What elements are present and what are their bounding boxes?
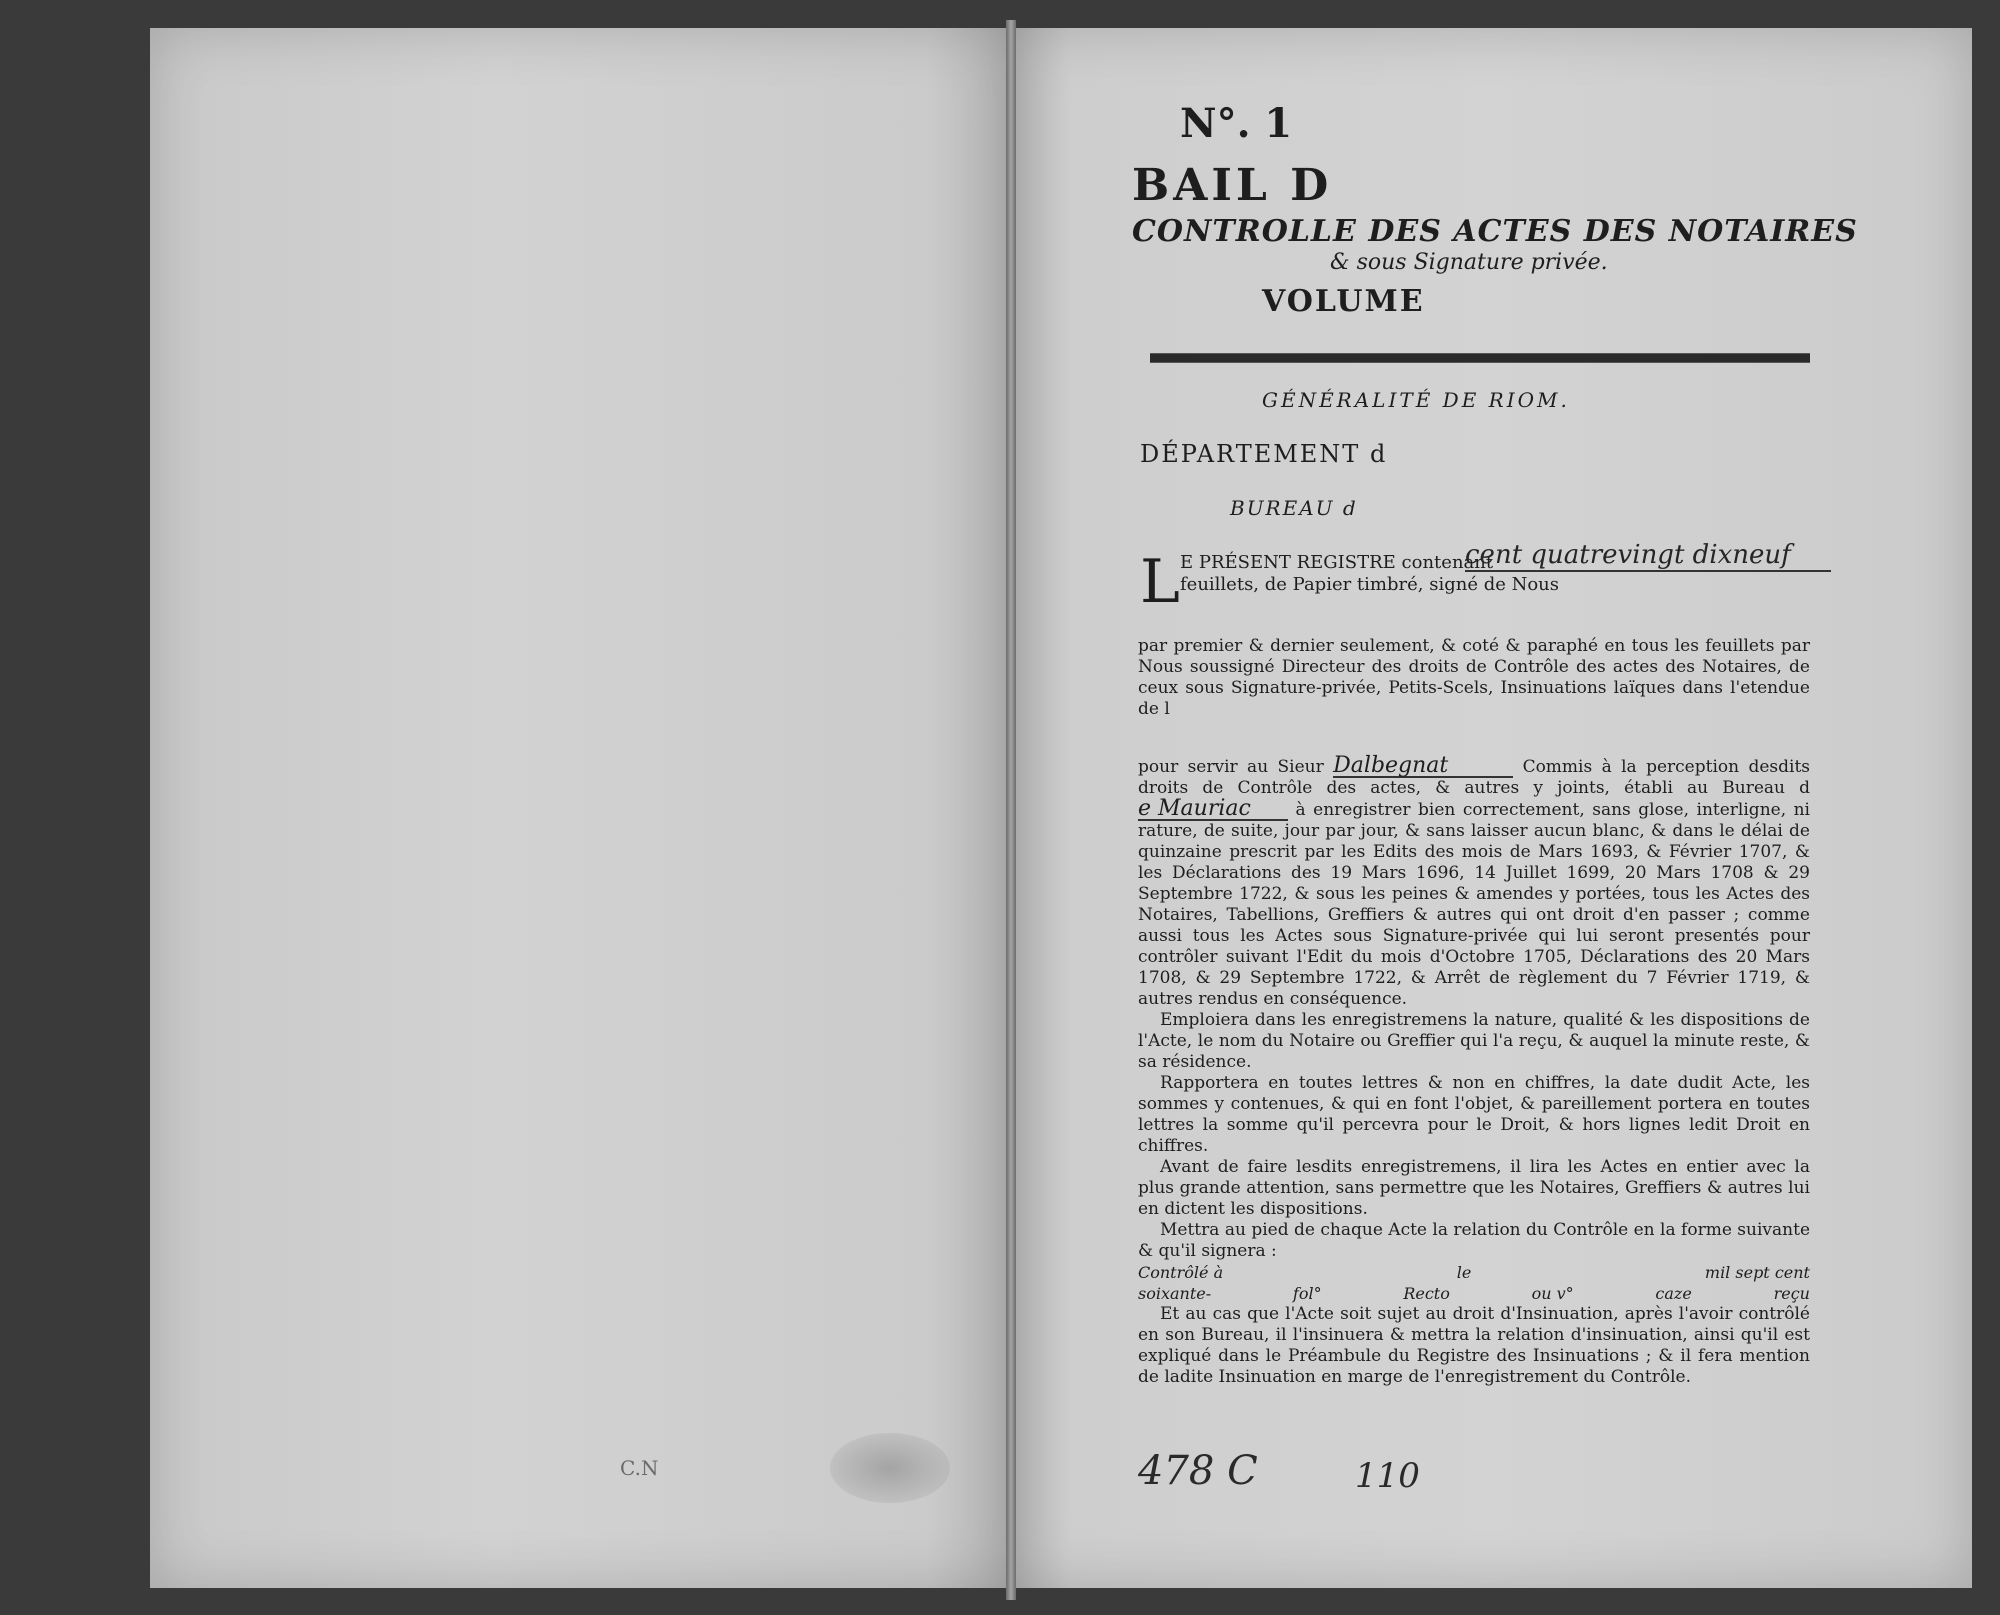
handwritten-folio: 110 [1355,1456,1420,1496]
paragraph-avant: Avant de faire lesdits enregistremens, il lira les Actes en entier avec la plus grande attention, sans permettre que les Notaires, Greffiers & autres lui en dictent les dispositions. [1138,1157,1810,1219]
generalite-heading: GÉNÉRALITÉ DE RIOM. [1262,388,1570,412]
paragraph-emploiera: Emploiera dans les enregistremens la nature, qualité & les dispositions de l'Acte, le nom du Notaire ou Greffier qui l'a reçu, & auquel la minute reste, & sa résidence. [1138,1010,1810,1072]
instructions-text: à enregistrer bien correctement, sans glose, interligne, ni rature, de suite, jour par jour, & sans laisser aucun blanc, & dans le délai de quinzaine prescrit par les Edits des mois de Mars 1693, & Février 1707, & les Déclarations des 19 Mars 1696, 14 Juillet 1699, 20 Mars 1708 & 29 Septembre 1722, & sous les peines & amendes y portées, tous les Actes des Notaires, Tabellions, Greffiers & autres qui ont droit d'en passer ; comme aussi tous les Actes sous Signature-privée qui lui seront presentés pour contrôler suivant l'Edit du mois d'Octobre 1705, Déclarations des 20 Mars 1708, & 29 Septembre 1722, & Arrêt de règlement du 7 Février 1719, & autres rendus en conséquence. [1138,800,1810,1009]
handwritten-sieur-name: Dalbegnat [1333,756,1513,778]
intro-line-2: feuillets, de Papier timbré, signé de Nous [1180,574,1560,595]
commis-text: Commis à la perception desdits droits de Contrôle des actes, & autres y joints, établi au Bureau d [1138,757,1811,798]
ornamental-rule [1150,353,1810,363]
handwritten-bureau-name: e Mauriac [1138,799,1288,821]
form-le: le [1456,1263,1472,1282]
subtitle-signature: & sous Signature privée. [1330,250,1608,275]
register-number: N°. 1 [1180,100,1293,147]
form-controle: Contrôlé à [1138,1263,1224,1282]
left-page-mark: C.N [620,1456,659,1480]
paragraph-premier: par premier & dernier seulement, & coté & paraphé en tous les feuillets par Nous soussigné Directeur des droits de Contrôle des actes des Notaires, de ceux sous Signature-privée, Petits-Scels, Insinuations laïques dans l'etendue de l [1138,636,1810,719]
water-stain [830,1433,950,1503]
bureau-heading: BUREAU d [1230,496,1358,520]
handwritten-feuillet-count: cent quatrevingt dixneuf [1465,540,1831,572]
sieur-label: pour servir au Sieur [1138,757,1324,777]
left-blank-page [150,28,1012,1588]
book-gutter [1006,20,1016,1600]
title-controlle: CONTROLLE DES ACTES DES NOTAIRES [1132,214,1858,249]
intro-line-1: E PRÉSENT REGISTRE contenant [1180,552,1494,573]
form-mil-sept-cent: mil sept cent [1704,1263,1810,1282]
paragraph-sieur [1138,753,1811,1010]
departement-heading: DÉPARTEMENT d [1140,440,1388,468]
drop-cap: L [1140,547,1180,617]
paragraph-mettra: Mettra au pied de chaque Acte la relation du Contrôle en la forme suivante & qu'il signera : [1138,1220,1810,1261]
title-volume: VOLUME [1262,284,1425,319]
handwritten-shelfmark: 478 C [1138,1448,1258,1494]
form-soixante: soixante- [1138,1284,1212,1303]
form-verso: ou v° [1531,1284,1574,1303]
title-bail: BAIL D [1132,160,1333,211]
paragraph-insinuation: Et au cas que l'Acte soit sujet au droit d'Insinuation, après l'avoir contrôlé en son Bureau, il l'insinuera & mettra la relation d'insinuation, ainsi qu'il est expliqué dans le Préambule du Registre des Insinuations ; & il fera mention de ladite Insinuation en marge de l'enregistrement du Contrôle. [1138,1304,1810,1387]
control-form-row-2 [1138,1283,1810,1304]
register-body-text [1138,636,1810,1388]
form-folio: fol° [1292,1284,1322,1303]
paragraph-rapportera: Rapportera en toutes lettres & non en chiffres, la date dudit Acte, les sommes y contenues, & qui en font l'objet, & pareillement portera en toutes lettres la somme qu'il percevra pour le Droit, & hors lignes ledit Droit en chiffres. [1138,1073,1810,1156]
form-recu: reçu [1773,1284,1810,1303]
form-recto: Recto [1403,1284,1450,1303]
form-caze: caze [1655,1284,1692,1303]
control-form-row-1 [1138,1262,1810,1283]
